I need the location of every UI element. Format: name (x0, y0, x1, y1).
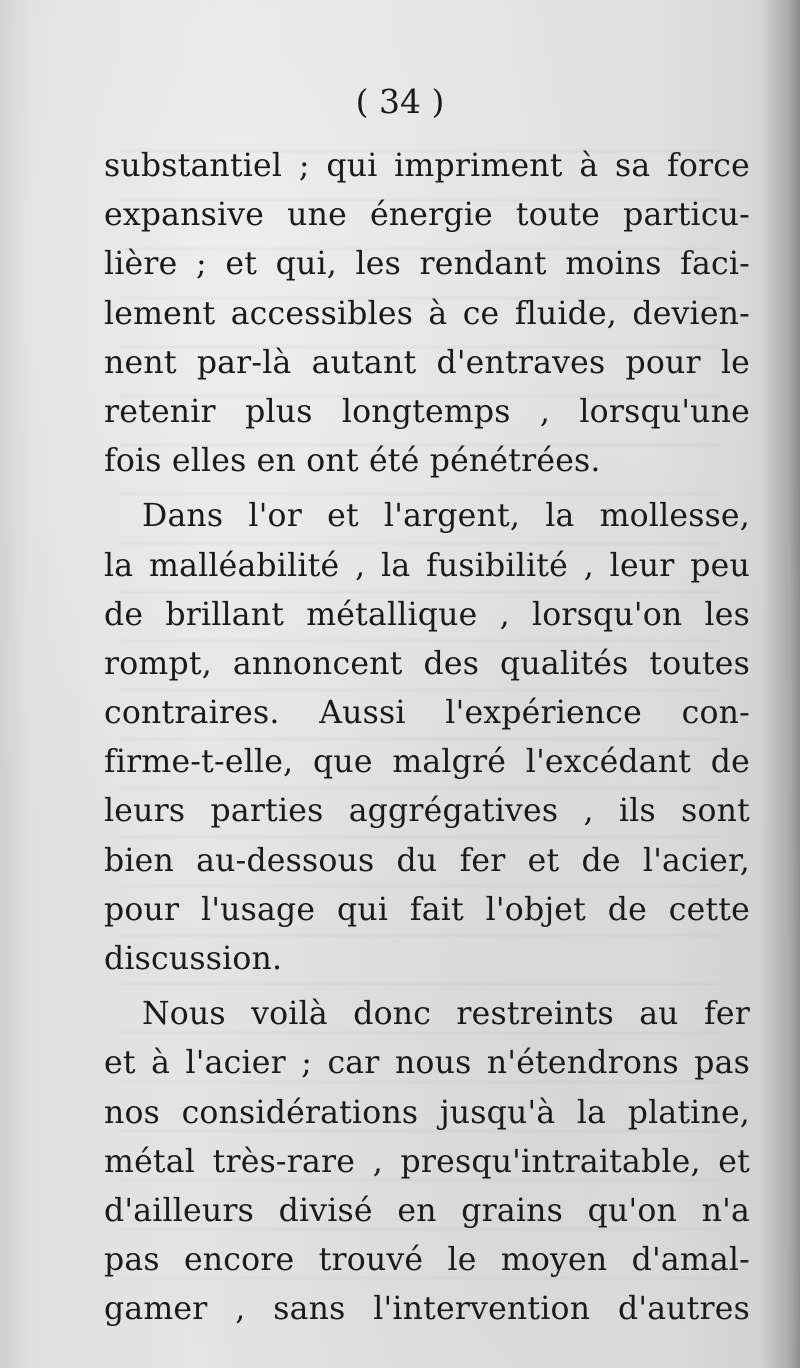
text-line: métal très-rare , presqu'intraitable, et (104, 1143, 750, 1180)
paragraph (104, 492, 750, 984)
text-line: d'ailleurs divisé en grains qu'on n'a (104, 1192, 750, 1229)
text-line: retenir plus longtemps , lorsqu'une (104, 393, 750, 430)
text-line: discussion. (104, 941, 283, 977)
text-line: rompt, annoncent des qualités toutes (104, 645, 750, 682)
text-line: et à l'acier ; car nous n'étendrons pas (104, 1045, 750, 1082)
text-line: pour l'usage qui fait l'objet de cette (104, 891, 750, 928)
text-line: de brillant métallique , lorsqu'on les (104, 596, 750, 633)
text-line: nent par-là autant d'entraves pour le (104, 344, 750, 381)
text-line: gamer , sans l'intervention d'autres (104, 1291, 750, 1328)
text-line: firme-t-elle, que malgré l'excédant de (104, 744, 750, 781)
text-line: la malléabilité , la fusibilité , leur peu (104, 547, 750, 584)
page-number: ( 34 ) (355, 82, 445, 121)
text-line: lière ; et qui, les rendant moins faci- (104, 246, 750, 283)
text-line: substantiel ; qui impriment à sa force (104, 148, 750, 184)
paragraph (104, 142, 750, 486)
text-line: expansive une énergie toute particu- (104, 197, 750, 234)
text-line: pas encore trouvé le moyen d'amal- (104, 1242, 750, 1279)
paragraph (104, 990, 750, 1334)
text-line: fois elles en ont été pénétrées. (104, 443, 601, 480)
text-line: contraires. Aussi l'expérience con- (104, 695, 750, 732)
text-line: nos considérations jusqu'à la platine, (104, 1094, 750, 1131)
text-line: lement accessibles à ce fluide, devien- (104, 295, 750, 332)
body-text (104, 142, 750, 1335)
text-line: Dans l'or et l'argent, la mollesse, (142, 498, 750, 535)
text-line: Nous voilà donc restreints au fer (142, 996, 750, 1033)
text-line: bien au-dessous du fer et de l'acier, (104, 842, 750, 879)
text-line: leurs parties aggrégatives , ils sont (104, 793, 750, 830)
